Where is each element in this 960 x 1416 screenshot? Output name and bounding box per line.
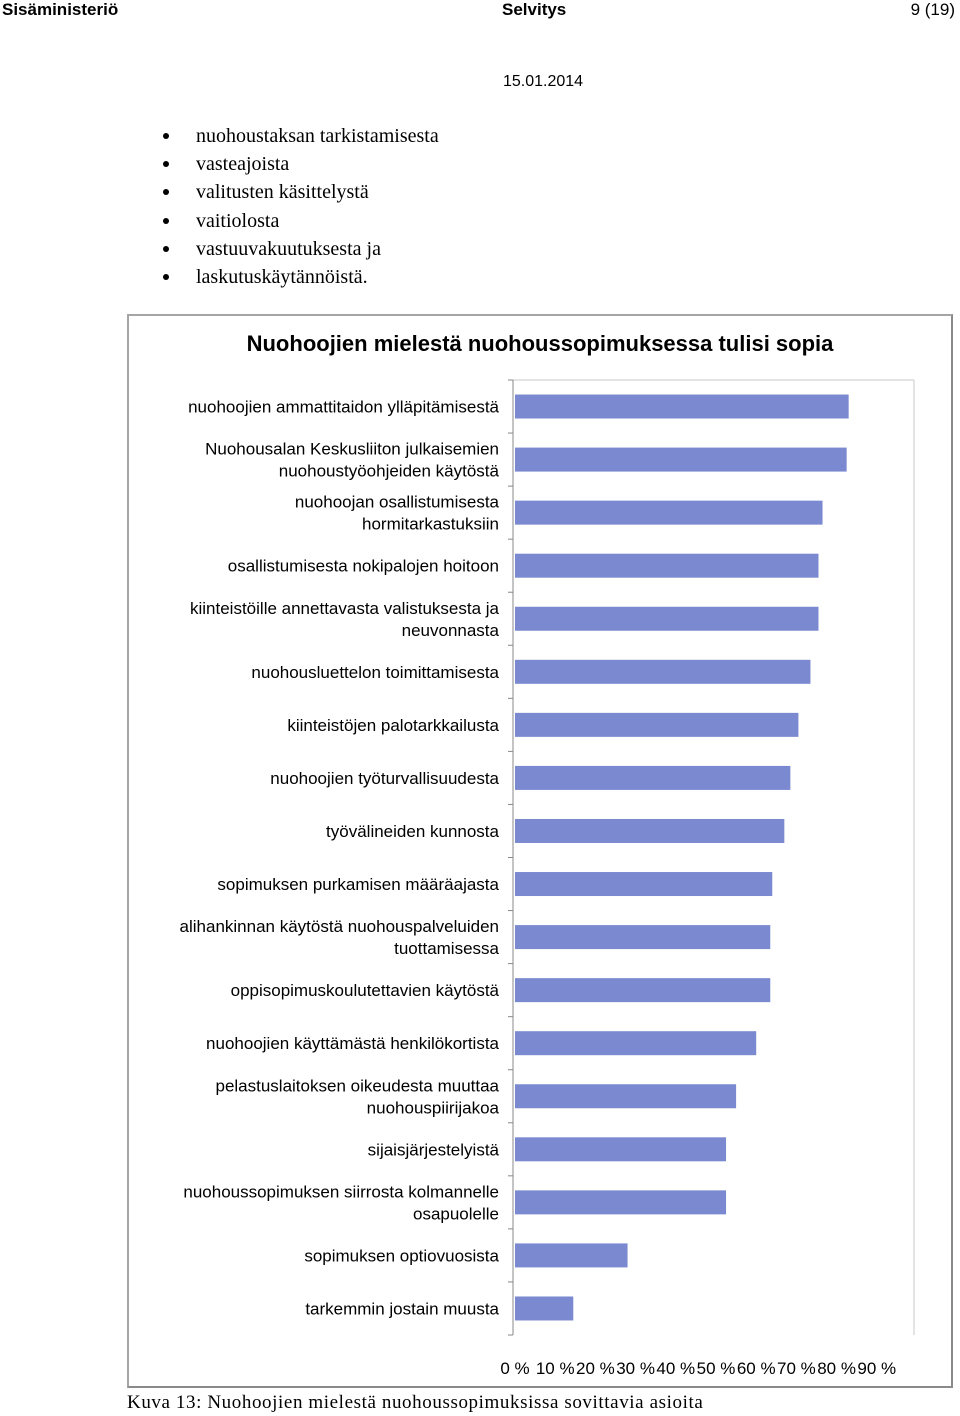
bar (515, 660, 810, 684)
bullet-item: valitusten käsittelystä (160, 178, 439, 206)
x-tick-label: 30 % (616, 1359, 655, 1378)
x-tick-label: 10 % (535, 1359, 575, 1378)
bar (515, 1031, 756, 1055)
bar (515, 1243, 628, 1267)
bar (515, 395, 849, 419)
category-label: sopimuksen purkamisen määräajasta (217, 875, 499, 895)
category-label: Nuohousalan Keskusliiton julkaisemien nuohoustyöohjeiden käytöstä (205, 439, 499, 481)
x-tick-label: 20 % (576, 1359, 615, 1378)
bar-chart (129, 316, 951, 1386)
category-label: kiinteistöjen palotarkkailusta (287, 715, 499, 735)
bar (515, 501, 823, 525)
organization-name: Sisäministeriö (2, 0, 119, 19)
x-tick-label: 0 % (500, 1359, 530, 1378)
document-date: 15.01.2014 (503, 73, 584, 90)
category-label: nuohoussopimuksen siirrosta kolmannelle osapuolelle (183, 1182, 499, 1224)
category-label: sijaisjärjestelyistä (367, 1140, 499, 1160)
chart-frame (127, 314, 953, 1388)
bar (515, 713, 798, 737)
category-label: tarkemmin jostain muusta (305, 1299, 499, 1319)
bar (515, 607, 819, 631)
document-type: Selvitys (502, 0, 567, 19)
bullet-item: nuohoustaksan tarkistamisesta (160, 122, 439, 150)
category-label: oppisopimuskoulutettavien käytöstä (230, 981, 499, 1001)
category-label: osallistumisesta nokipalojen hoitoon (227, 556, 499, 576)
category-label: nuohousluettelon toimittamisesta (251, 662, 499, 682)
page-number: 9 (19) (910, 0, 955, 19)
bullet-list (160, 122, 439, 291)
bar (515, 448, 847, 472)
x-tick-label: 70 % (777, 1359, 816, 1378)
category-label: nuohoojien ammattitaidon ylläpitämisestä (188, 397, 499, 417)
category-label: nuohoojien työturvallisuudesta (270, 768, 499, 788)
bar (515, 872, 772, 896)
category-label: sopimuksen optiovuosista (304, 1246, 499, 1266)
x-tick-label: 80 % (817, 1359, 856, 1378)
category-label: nuohoojan osallistumisesta hormitarkastuksiin (294, 492, 499, 534)
bullet-item: vastuuvakuutuksesta ja (160, 235, 439, 263)
category-label: pelastuslaitoksen oikeudesta muuttaa nuohouspiirijakoa (215, 1076, 499, 1118)
bar (515, 766, 790, 790)
x-tick-label: 60 % (736, 1359, 776, 1378)
category-label: nuohoojien käyttämästä henkilökortista (206, 1034, 499, 1054)
bar (515, 819, 784, 843)
bar (515, 1296, 573, 1320)
bullet-item: laskutuskäytännöistä. (160, 263, 439, 291)
category-label: alihankinnan käytöstä nuohouspalveluiden tuottamisessa (179, 917, 499, 959)
bar (515, 978, 770, 1002)
category-label: työvälineiden kunnosta (326, 821, 499, 841)
bullet-item: vaitiolosta (160, 207, 439, 235)
bar (515, 1084, 736, 1108)
x-tick-label: 90 % (857, 1359, 897, 1378)
bar (515, 1137, 726, 1161)
x-tick-label: 50 % (696, 1359, 736, 1378)
bullet-item: vasteajoista (160, 150, 439, 178)
figure-caption: Kuva 13: Nuohoojien mielestä nuohoussopimuksissa sovittavia asioita (127, 1392, 704, 1413)
x-tick-label: 40 % (656, 1359, 696, 1378)
bar (515, 1190, 726, 1214)
category-label: kiinteistöille annettavasta valistuksesta ja neuvonnasta (190, 598, 499, 640)
bar (515, 554, 819, 578)
chart-title: Nuohoojien mielestä nuohoussopimuksessa tulisi sopia (246, 331, 834, 356)
bar (515, 925, 770, 949)
